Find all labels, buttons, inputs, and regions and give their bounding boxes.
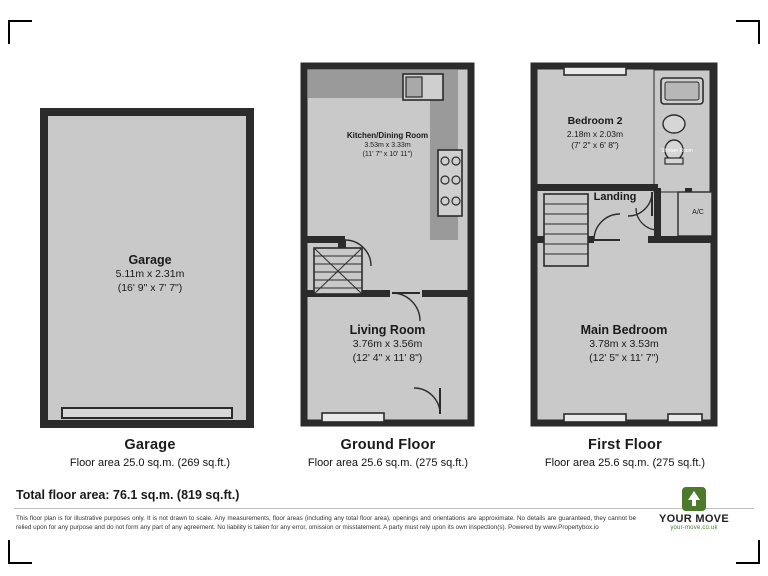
crop-mark-bottom-left	[8, 540, 32, 564]
room-name: Bedroom 2	[567, 115, 623, 127]
room-name: Garage	[128, 253, 172, 267]
crop-mark-bottom-right	[736, 540, 760, 564]
crop-mark-top-right	[736, 20, 760, 44]
total-floor-area: Total floor area: 76.1 sq.m. (819 sq.ft.)	[16, 488, 240, 502]
brand-logo	[634, 486, 754, 531]
garage-svg	[40, 108, 260, 428]
room-dim-metric: 3.78m x 3.53m	[589, 338, 659, 351]
room-dim-metric: 5.11m x 2.31m	[115, 268, 185, 281]
room-name: Living Room	[349, 323, 426, 337]
caption-title: Ground Floor	[340, 437, 436, 453]
plan-garage	[40, 108, 260, 428]
caption-title: First Floor	[588, 437, 662, 453]
caption-title: Garage	[124, 437, 176, 453]
room-name: Main Bedroom	[580, 323, 668, 337]
room-dim-metric: 3.76m x 3.56m	[352, 338, 423, 351]
room-dim-metric: 3.53m x 3.33m	[364, 142, 411, 150]
room-dim-imperial: (16' 9" x 7' 7")	[117, 281, 183, 294]
room-name: Kitchen/Dining Room	[346, 131, 429, 140]
room-dim-imperial: (7' 2" x 6' 8")	[571, 139, 619, 150]
room-dim-imperial: (11' 7" x 10' 11")	[362, 151, 413, 159]
disclaimer-text: This floor plan is for illustrative purposes only. It is not drawn to scale. Any measurements, floor areas (including any total floor area), openings and orientations are approximate. No details are guaranteed, they cannot be relied upon for any purpose and do not form any part of any agreement. No liability is taken for any error, omission or misstatement. A party must rely upon its own inspection(s). Powered by www.Propertybox.io	[16, 515, 636, 532]
crop-mark-top-left	[8, 20, 32, 44]
caption-area: Floor area 25.0 sq.m. (269 sq.ft.)	[69, 457, 231, 469]
room-name: A/C	[692, 209, 704, 216]
room-dim-imperial: (12' 5" x 11' 7")	[589, 351, 659, 364]
caption-area: Floor area 25.6 sq.m. (275 sq.ft.)	[544, 457, 706, 469]
caption-garage	[20, 437, 280, 469]
plan-ground-floor	[300, 62, 475, 427]
brand-url: your-move.co.uk	[670, 525, 718, 531]
caption-first-floor	[495, 437, 755, 469]
plan-first-floor	[530, 62, 718, 427]
room-dim-metric: 2.18m x 2.03m	[566, 128, 624, 139]
brand-name: YOUR MOVE	[659, 513, 729, 525]
room-dim-imperial: (12' 4" x 11' 8")	[352, 351, 423, 364]
ground-floor-svg	[300, 62, 475, 427]
room-name: Shower Room	[661, 148, 693, 154]
room-name: Landing	[593, 191, 637, 203]
caption-ground-floor	[258, 437, 518, 469]
tree-logo-icon	[681, 486, 707, 512]
first-floor-svg	[530, 62, 718, 427]
caption-area: Floor area 25.6 sq.m. (275 sq.ft.)	[307, 457, 469, 469]
